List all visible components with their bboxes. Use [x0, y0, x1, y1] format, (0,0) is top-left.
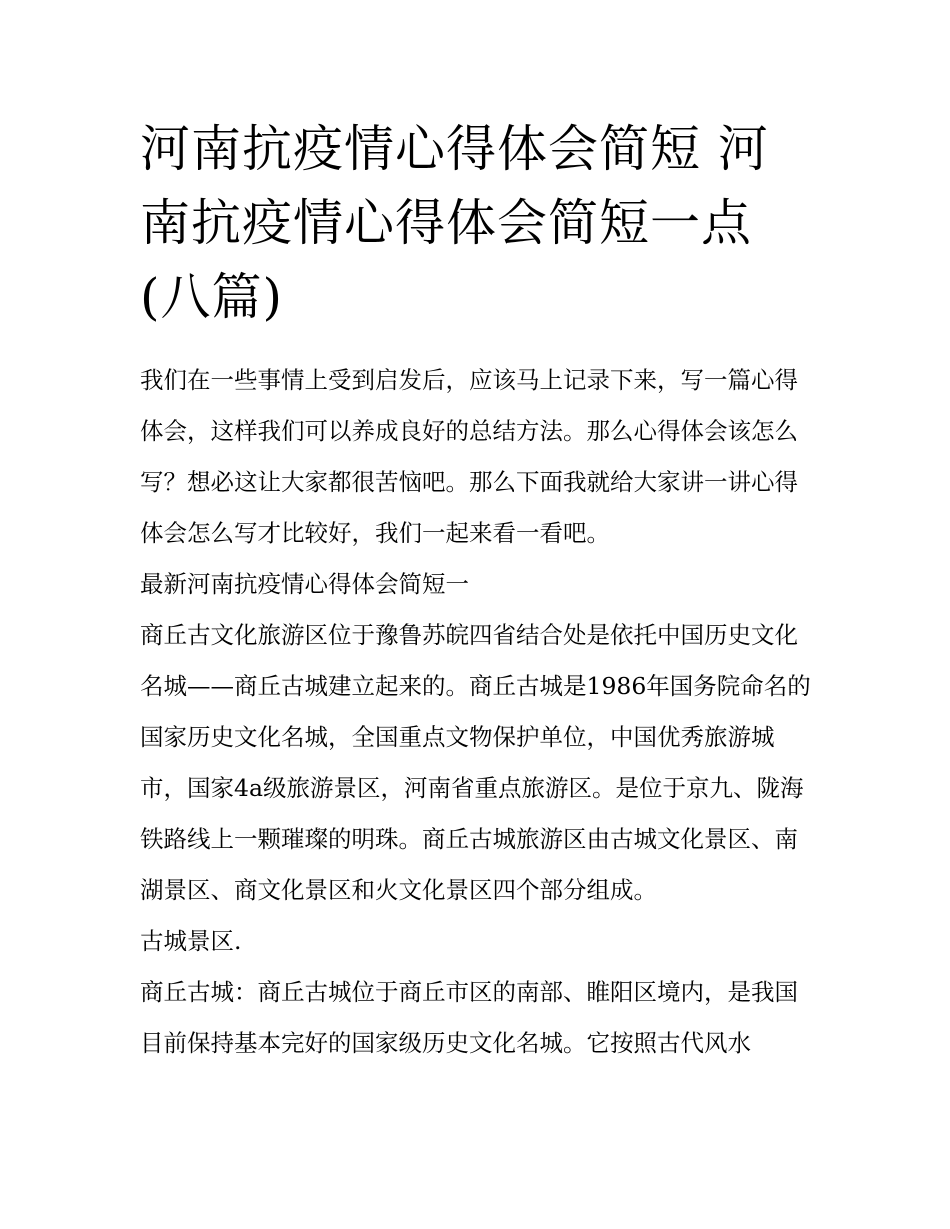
- intro-paragraph: 我们在一些事情上受到启发后，应该马上记录下来，写一篇心得体会，这样我们可以养成良好的总结方法。那么心得体会该怎么写？想必这让大家都很苦恼吧。那么下面我就给大家讲一讲心得体会怎么写才比较好，我们一起来看一看吧。: [140, 366, 798, 547]
- subsection-heading: 古城景区.: [140, 927, 242, 955]
- body-paragraph: 商丘古城：商丘古城位于商丘市区的南部、睢阳区境内，是我国目前保持基本完好的国家级历史文化名城。它按照古代风水: [140, 978, 798, 1057]
- section-heading: 最新河南抗疫情心得体会简短一: [140, 570, 469, 598]
- body-paragraph: 商丘古文化旅游区位于豫鲁苏皖四省结合处是依托中国历史文化名城——商丘古城建立起来的。商丘古城是1986年国务院命名的国家历史文化名城，全国重点文物保护单位，中国优秀旅游城市，国家4a级旅游景区，河南省重点旅游区。是位于京九、陇海铁路线上一颗璀璨的明珠。商丘古城旅游区由古城文化景区、南湖景区、商文化景区和火文化景区四个部分组成。: [140, 621, 811, 904]
- document-title: 河南抗疫情心得体会简短 河南抗疫情心得体会简短一点(八篇): [140, 120, 769, 326]
- document-body: [140, 355, 815, 1069]
